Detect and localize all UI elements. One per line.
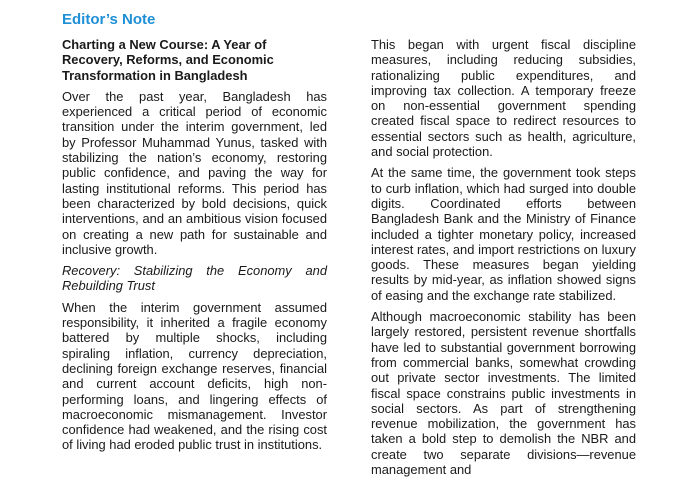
inflation-paragraph: At the same time, the government took steps to curb inflation, which had surged into double digits. Coordinated efforts between Bangladesh Bank and the Ministry of Finance included a tighter monetary policy, increased interest rates, and import restrictions on luxury goods. These measures began yielding results by mid-year, as inflation showed signs of easing and the exchange rate stabilized.: [371, 165, 636, 303]
revenue-paragraph: Although macroeconomic stability has been largely restored, persistent revenue shortfalls have led to substantial government borrowing from commercial banks, somewhat crowding out private sector investments. The limited fiscal space constrains public investments in social sectors. As part of strengthening revenue mobilization, the government has taken a bold step to demolish the NBR and create two separate divisions—revenue management and: [371, 309, 636, 478]
section-subheading: Recovery: Stabilizing the Economy and Rebuilding Trust: [62, 263, 327, 294]
article-title: Charting a New Course: A Year of Recovery, Reforms, and Economic Transformation in Bangladesh: [62, 37, 274, 83]
right-column: [371, 37, 636, 483]
fiscal-paragraph: This began with urgent fiscal discipline measures, including reducing subsidies, rationalizing public expenditures, and improving tax collection. A temporary freeze on non-essential government spending created fiscal space to redirect resources to essential sectors such as health, agriculture, and social protection.: [371, 37, 636, 160]
left-column: [62, 37, 327, 459]
section-heading: Editor’s Note: [62, 11, 156, 28]
recovery-paragraph: When the interim government assumed responsibility, it inherited a fragile economy battered by multiple shocks, including spiraling inflation, currency depreciation, declining foreign exchange reserves, financial and current account deficits, high non-performing loans, and lingering effects of macroeconomic mismanagement. Investor confidence had weakened, and the rising cost of living had eroded public trust in institutions.: [62, 299, 327, 453]
intro-paragraph: Over the past year, Bangladesh has experienced a critical period of economic transition under the interim government, led by Professor Muhammad Yunus, tasked with stabilizing the nation’s economy, restoring public confidence, and paving the way for lasting institutional reforms. This period has been characterized by bold decisions, quick interventions, and an ambitious vision focused on creating a new path for sustainable and inclusive growth.: [62, 88, 327, 257]
